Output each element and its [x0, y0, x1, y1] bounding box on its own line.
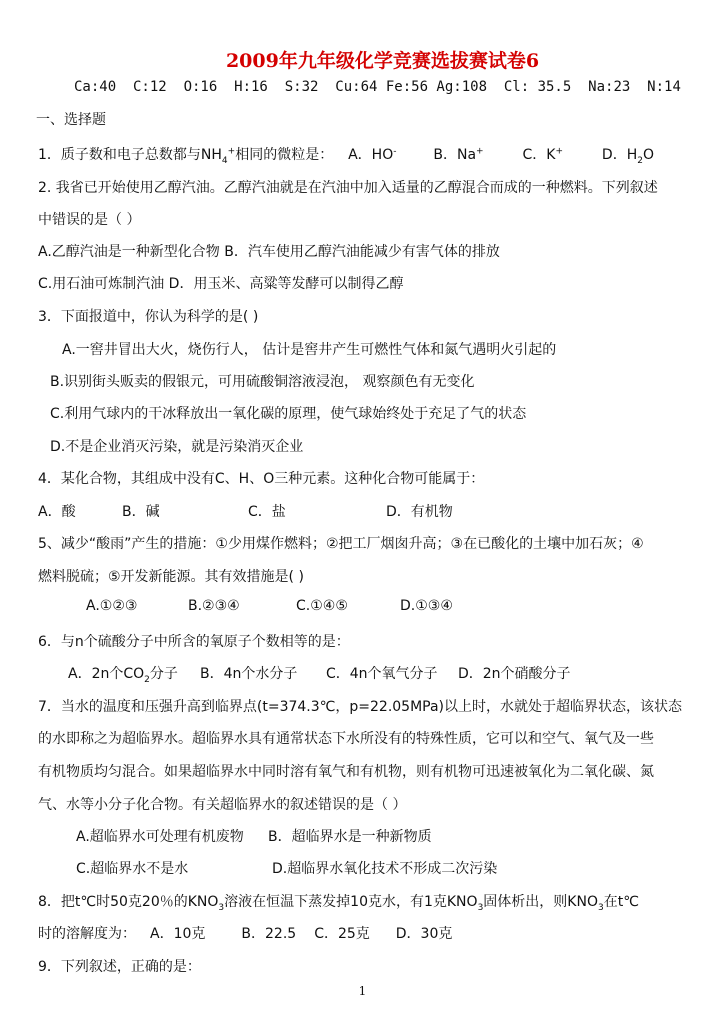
q2-options-ab: A.乙醇汽油是一种新型化合物 B．汽车使用乙醇汽油能减少有害气体的排放 [38, 244, 500, 260]
q3-option-a: A.一窖井冒出大火，烧伤行人， 估计是窖井产生可燃性气体和氮气遇明火引起的 [62, 342, 557, 358]
q5-option-d: D.①③④ [400, 598, 453, 614]
q9-stem: 9．下列叙述，正确的是： [38, 959, 201, 975]
q4-option-c: C．盐 [248, 504, 286, 520]
q7-option-b: B．超临界水是一种新物质 [268, 829, 432, 845]
q7-line-2: 的水即称之为超临界水。超临界水具有通常状态下水所没有的特殊性质，它可以和空气、氧气及一些 [38, 731, 654, 747]
q1-stem-post: 相同的微粒是： [235, 147, 334, 163]
page-number: 1 [358, 984, 367, 998]
q8-option-b: B．22.5 [241, 926, 297, 942]
q6-option-a: A．2n个$CO_2$分子 [68, 666, 178, 685]
q8-line-1: 8．把t℃时50克20％的$KNO_3$溶液在恒温下蒸发掉10克水，有1克$KNO_3$固体析出，则$KNO_3$在t℃ [38, 894, 639, 913]
q5-option-a: A.①②③ [86, 598, 138, 614]
q7-line-3: 有机物质均匀混合。如果超临界水中同时溶有氧气和有机物，则有机物可迅速被氧化为二氧化碳、氮 [38, 764, 654, 780]
q4-option-a: A．酸 [38, 504, 76, 520]
q8-option-a: A．10克 [150, 926, 206, 942]
q7-line-4: 气、水等小分子化合物。有关超临界水的叙述错误的是（ ） [38, 797, 407, 813]
q7-option-a: A.超临界水可处理有机废物 [76, 829, 244, 845]
q8-stem-end: 时的溶解度为： [38, 926, 136, 942]
q3-option-d: D.不是企业消灭污染，就是污染消灭企业 [50, 439, 304, 455]
q6-option-d: D．2n个硝酸分子 [458, 666, 571, 682]
q1-stem-sup: + [227, 146, 236, 157]
q1-stem-sub: 4 [221, 155, 228, 166]
q2-options-cd: C.用石油可炼制汽油 D．用玉米、高粱等发酵可以制得乙醇 [38, 276, 404, 292]
q6-option-b: B．4n个水分子 [200, 666, 298, 682]
q2-line-2: 中错误的是（ ） [38, 212, 141, 228]
q5-option-c: C.①④⑤ [296, 598, 348, 614]
exam-title: 2009年九年级化学竞赛选拔赛试卷6 [225, 50, 540, 72]
q1-stem-pre: 1．质子数和电子总数都与NH [38, 147, 222, 163]
q7-line-1: 7．当水的温度和压强升高到临界点(t=374.3℃，p=22.05MPa)以上时，水就处于超临界状态，该状态 [38, 699, 683, 715]
q1-option-d: D．$H_2O$ [601, 147, 654, 166]
q8-option-d: D．30克 [395, 926, 453, 942]
atomic-masses: Ca:40 C:12 O:16 H:16 S:32 Cu:64 Fe:56 Ag:108 Cl: 35.5 Na:23 N:14 [74, 79, 681, 95]
q8-line-2 [38, 923, 452, 943]
question-1 [38, 144, 654, 166]
q7-option-d: D.超临界水氧化技术不形成二次污染 [272, 861, 498, 877]
q1-option-c: C．K+ [522, 146, 564, 163]
q3-option-b: B.识别街头贩卖的假银元，可用硫酸铜溶液浸泡， 观察颜色有无变化 [50, 374, 475, 390]
q6-option-c: C．4n个氧气分子 [326, 666, 438, 682]
q5-line-1: 5、减少“酸雨”产生的措施：①少用煤作燃料；②把工厂烟囱升高；③在已酸化的土壤中加石灰；④ [38, 536, 644, 552]
q5-option-b: B.②③④ [188, 598, 240, 614]
q3-stem: 3．下面报道中，你认为科学的是( ) [38, 309, 259, 325]
q4-option-b: B．碱 [122, 504, 160, 520]
q1-option-a: A．HO- [348, 146, 397, 163]
q4-stem: 4．某化合物，其组成中没有C、H、O三种元素。这种化合物可能属于： [38, 471, 485, 487]
section-heading: 一、选择题 [36, 112, 106, 128]
q1-option-b: B．Na+ [433, 146, 484, 163]
q2-line-1: 2. 我省已开始使用乙醇汽油。乙醇汽油就是在汽油中加入适量的乙醇混合而成的一种燃料。下列叙述 [38, 180, 658, 196]
q4-option-d: D．有机物 [386, 504, 453, 520]
q6-stem: 6．与n个硫酸分子中所含的氧原子个数相等的是： [38, 634, 350, 650]
q8-option-c: C．25克 [314, 926, 370, 942]
q7-option-c: C.超临界水不是水 [76, 861, 189, 877]
q3-option-c: C.利用气球内的干冰释放出一氧化碳的原理，使气球始终处于充足了气的状态 [50, 406, 527, 422]
q5-line-2: 燃料脱硫；⑤开发新能源。其有效措施是( ) [38, 569, 304, 585]
